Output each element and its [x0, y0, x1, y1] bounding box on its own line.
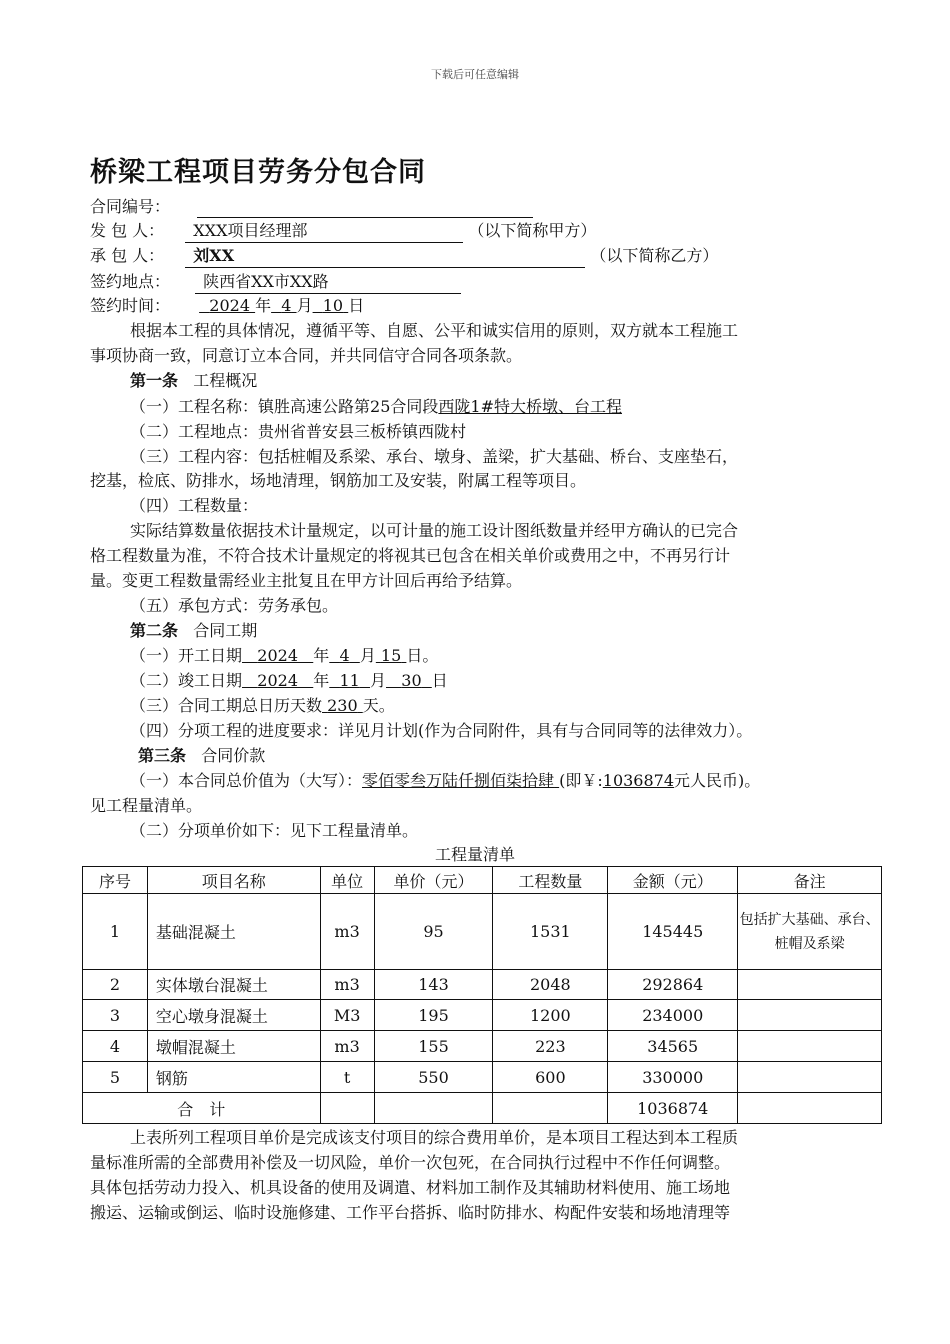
cell-name: 空心墩身混凝土 — [147, 1000, 320, 1031]
col-header-no: 序号 — [83, 867, 148, 894]
col-header-amount: 金额（元） — [608, 867, 738, 894]
article1-mode: （五）承包方式：劳务承包。 — [130, 596, 339, 615]
document-title: 桥梁工程项目劳务分包合同 — [90, 157, 426, 188]
article3-total-prefix: （一）本合同总价值为（大写）： — [130, 771, 363, 790]
cell-remark — [738, 1031, 882, 1062]
cell-qty: 223 — [493, 1031, 608, 1062]
cell-remark — [738, 1000, 882, 1031]
contractor-value: 刘XX — [185, 245, 585, 268]
article2-progress: （四）分项工程的进度要求：详见月计划(作为合同附件，具有与合同同等的法律效力）。 — [130, 721, 753, 740]
total-label: 合 计 — [83, 1093, 321, 1124]
intro-line-1: 根据本工程的具体情况，遵循平等、自愿、公平和诚实信用的原则，双方就本工程施工 — [130, 321, 739, 340]
total-empty-price — [374, 1093, 493, 1124]
cell-qty: 1200 — [493, 1000, 608, 1031]
closing-line-4: 搬运、运输或倒运、临时设施修建、工作平台搭拆、临时防排水、构配件安装和场地清理等 — [90, 1203, 731, 1222]
time-day — [313, 296, 349, 315]
article3-total-row — [130, 770, 760, 792]
article3-title: 合同价款 — [201, 746, 266, 765]
table-header-row — [83, 867, 882, 894]
col-header-remark: 备注 — [738, 867, 882, 894]
time-row: 签约时间： 2024 年 4 月 10 日 — [90, 296, 365, 315]
cell-price: 95 — [374, 894, 493, 970]
cell-unit: m3 — [320, 894, 374, 970]
contract-no-blank — [197, 199, 533, 218]
article2-end-year-value: 2024 — [257, 671, 298, 690]
cell-no: 3 — [83, 1000, 148, 1031]
place-row — [90, 271, 461, 294]
cell-qty: 600 — [493, 1062, 608, 1093]
closing-line-1: 上表所列工程项目单价是完成该支付项目的综合费用单价，是本项目工程达到本工程质 — [130, 1128, 739, 1147]
article1-name-value-b: 西陇1#特大桥墩、台工程 — [438, 397, 622, 416]
article2-end-month-value: 11 — [339, 671, 360, 690]
cell-no: 5 — [83, 1062, 148, 1093]
cell-amount: 145445 — [608, 894, 738, 970]
table-row — [83, 1000, 882, 1031]
employer-label: 发 包 人： — [90, 221, 165, 240]
article2-start-year-value: 2024 — [257, 646, 298, 665]
intro-line-2: 事项协商一致，同意订立本合同，并共同信守合同各项条款。 — [90, 346, 523, 365]
article1-heading — [130, 370, 257, 392]
time-month-value: 4 — [281, 296, 292, 315]
header-note: 下载后可任意编辑 — [431, 68, 519, 81]
quantity-table — [82, 866, 882, 1124]
article3-unit-price: （二）分项单价如下：见下工程量清单。 — [130, 821, 419, 840]
article2-title: 合同工期 — [193, 621, 258, 640]
article1-name-value-a: 镇胜高速公路第25合同段 — [258, 397, 439, 416]
table-caption: 工程量清单 — [434, 845, 515, 864]
cell-unit: M3 — [320, 1000, 374, 1031]
employer-row — [90, 220, 596, 243]
article1-content-line-1: （三）工程内容：包括桩帽及系梁、承台、墩身、盖梁，扩大基础、桥台、支座垫石， — [130, 447, 739, 466]
article2-start-prefix: （一）开工日期 — [130, 646, 243, 665]
cell-no: 1 — [83, 894, 148, 970]
table-row — [83, 1062, 882, 1093]
time-day-value: 10 — [322, 296, 344, 315]
article2-end-day — [386, 671, 432, 690]
article2-start-year — [242, 646, 313, 665]
article2-start-day — [376, 646, 407, 665]
time-year-value: 2024 — [209, 296, 250, 315]
article3-total-number: 1036874 — [602, 771, 675, 790]
cell-qty: 1531 — [493, 894, 608, 970]
cell-price: 550 — [374, 1062, 493, 1093]
article3-total-mid: (即￥: — [559, 771, 603, 790]
article2-total-row — [130, 695, 395, 717]
article3-total-suffix: 元人民币)。 — [674, 771, 761, 790]
total-empty-remark — [738, 1093, 882, 1124]
article3-see-list: 见工程量清单。 — [90, 796, 203, 815]
total-empty-unit — [320, 1093, 374, 1124]
table-row — [83, 1031, 882, 1062]
contract-no-label: 合同编号： — [90, 197, 171, 216]
article2-end-prefix: （二）竣工日期 — [130, 671, 243, 690]
article1-name-row — [130, 396, 622, 418]
col-header-unit: 单位 — [320, 867, 374, 894]
time-year — [199, 296, 255, 315]
table-total-row — [83, 1093, 882, 1124]
cell-name: 实体墩台混凝土 — [147, 970, 320, 1000]
cell-unit: t — [320, 1062, 374, 1093]
article2-total-prefix: （三）合同工期总日历天数 — [130, 696, 323, 715]
article2-start-row: （一）开工日期 2024 年 4 月 15 日。 — [130, 646, 439, 665]
cell-no: 2 — [83, 970, 148, 1000]
article1-name-label: （一）工程名称： — [130, 397, 259, 416]
table-row — [83, 970, 882, 1000]
cell-qty: 2048 — [493, 970, 608, 1000]
article1-quantity-line-2: 格工程数量为准，不符合技术计量规定的将视其已包含在相关单价或费用之中，不再另行计 — [90, 546, 731, 565]
total-amount: 1036874 — [608, 1093, 738, 1124]
cell-name: 墩帽混凝土 — [147, 1031, 320, 1062]
closing-line-3: 具体包括劳动力投入、机具设备的使用及调遣、材料加工制作及其辅助材料使用、施工场地 — [90, 1178, 731, 1197]
col-header-name: 项目名称 — [147, 867, 320, 894]
article1-number: 第一条 — [130, 371, 179, 390]
col-header-qty: 工程数量 — [493, 867, 608, 894]
article3-total-words: 零佰零叁万陆仟捌佰柒拾肆 — [362, 771, 555, 790]
article2-end-row: （二）竣工日期 2024 年 11 月 30 日 — [130, 671, 448, 690]
article1-title: 工程概况 — [193, 371, 258, 390]
cell-no: 4 — [83, 1031, 148, 1062]
article2-end-month — [329, 671, 370, 690]
article1-content-line-2: 挖基，检底、防排水，场地清理，钢筋加工及安装，附属工程等项目。 — [90, 471, 587, 490]
article2-start-day-value: 15 — [380, 646, 402, 665]
cell-remark — [738, 970, 882, 1000]
closing-line-2: 量标准所需的全部费用补偿及一切风险，单价一次包死，在合同执行过程中不作任何调整。 — [90, 1153, 731, 1172]
article3-heading — [138, 745, 265, 767]
contractor-row — [90, 245, 718, 268]
cell-unit: m3 — [320, 970, 374, 1000]
article1-quantity-line-3: 量。变更工程数量需经业主批复且在甲方计回后再给予结算。 — [90, 571, 523, 590]
cell-amount: 292864 — [608, 970, 738, 1000]
col-header-price: 单价（元） — [374, 867, 493, 894]
article2-total-days — [322, 696, 363, 715]
article1-location: （二）工程地点：贵州省普安县三板桥镇西陇村 — [130, 422, 467, 441]
cell-name: 基础混凝土 — [147, 894, 320, 970]
contractor-label: 承 包 人： — [90, 246, 165, 265]
cell-amount: 234000 — [608, 1000, 738, 1031]
article3-number: 第三条 — [138, 746, 187, 765]
contractor-suffix: （以下简称乙方） — [590, 246, 719, 265]
place-value: 陕西省XX市XX路 — [195, 271, 461, 294]
time-label: 签约时间： — [90, 296, 171, 315]
article2-total-days-value: 230 — [327, 696, 358, 715]
cell-name: 钢筋 — [147, 1062, 320, 1093]
cell-price: 155 — [374, 1031, 493, 1062]
cell-remark: 包括扩大基础、承台、桩帽及系梁 — [738, 894, 882, 970]
table-row — [83, 894, 882, 970]
cell-price: 143 — [374, 970, 493, 1000]
article2-start-month — [329, 646, 360, 665]
contract-no-row — [90, 196, 533, 218]
cell-amount: 330000 — [608, 1062, 738, 1093]
article2-end-year — [242, 671, 313, 690]
cell-unit: m3 — [320, 1031, 374, 1062]
cell-amount: 34565 — [608, 1031, 738, 1062]
article2-start-month-value: 4 — [339, 646, 350, 665]
employer-suffix: （以下简称甲方） — [468, 221, 597, 240]
cell-remark — [738, 1062, 882, 1093]
place-label: 签约地点： — [90, 272, 171, 291]
article1-quantity-label: （四）工程数量： — [130, 496, 259, 515]
article2-heading — [130, 620, 257, 642]
total-empty-qty — [493, 1093, 608, 1124]
article2-end-day-value: 30 — [401, 671, 422, 690]
cell-price: 195 — [374, 1000, 493, 1031]
article1-quantity-line-1: 实际结算数量依据技术计量规定，以可计量的施工设计图纸数量并经甲方确认的已完合 — [130, 521, 739, 540]
article2-number: 第二条 — [130, 621, 179, 640]
time-month — [271, 296, 296, 315]
article2-total-suffix: 天。 — [362, 696, 395, 715]
employer-value: XXX项目经理部 — [185, 220, 463, 243]
